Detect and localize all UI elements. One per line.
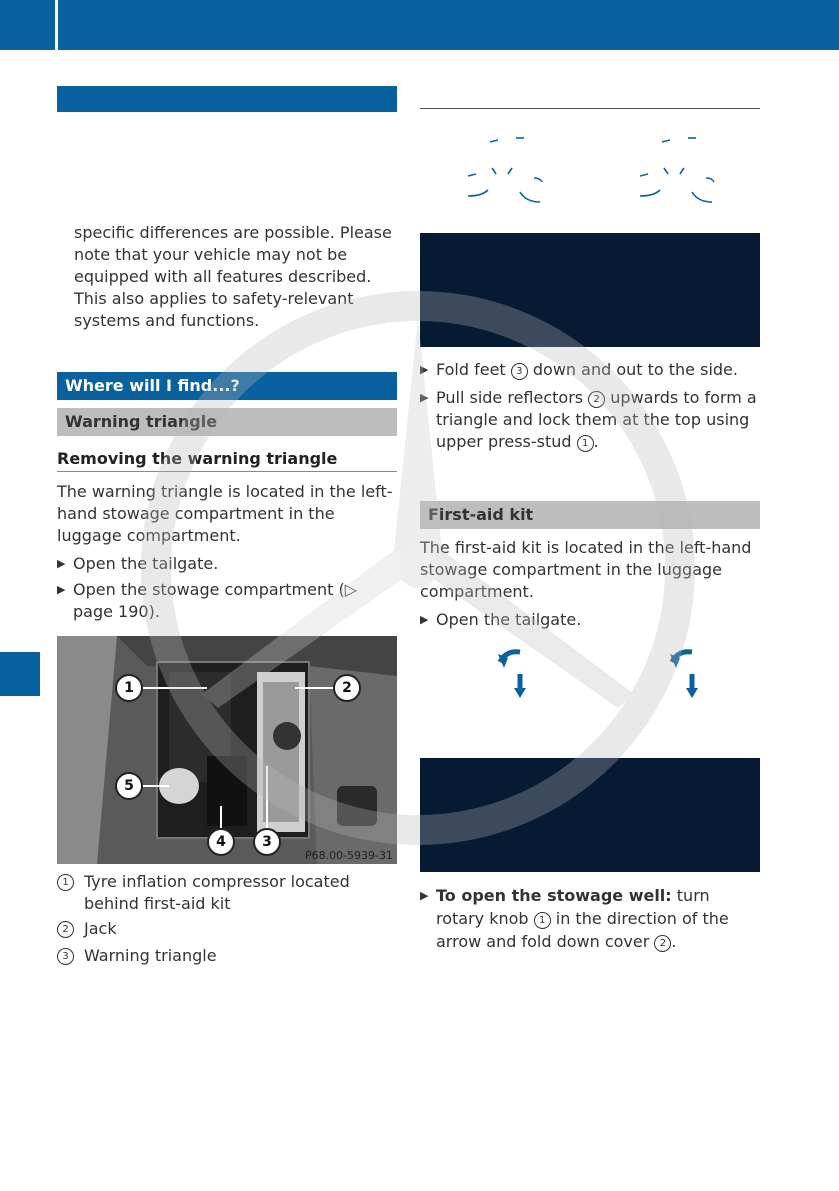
ref-number: 2 <box>654 935 671 952</box>
legend-text: Warning triangle <box>84 946 217 965</box>
reflector-strokes-graphic <box>420 126 760 226</box>
legend-number: 3 <box>57 948 74 965</box>
rotate-arrow-icon-left <box>498 652 526 698</box>
stroke-group-left <box>468 138 542 202</box>
stowage-text-mid: in the direction of the arrow and fold down cover <box>436 909 729 951</box>
callout-1: 1 <box>115 674 143 702</box>
step-open-stowage: ▶ Open the stowage compartment (▷ page 190). <box>57 580 357 621</box>
step2-text-mid: upwards to form a triangle and lock them at the top using upper press-stud <box>436 388 757 451</box>
ref-number: 3 <box>511 363 528 380</box>
step2-text-pre: Pull side reflectors <box>436 388 589 407</box>
section-bar <box>57 86 397 112</box>
bullet-arrow-icon: ▶ <box>420 889 429 902</box>
step-pull-reflectors <box>420 387 760 453</box>
ref-number: 1 <box>577 435 594 452</box>
stowage-text-post: . <box>671 932 677 951</box>
stowage-text-pre: turn rotary knob <box>436 886 710 928</box>
header-tab <box>0 0 58 50</box>
stowage-well-figure <box>420 758 760 872</box>
callout-4: 4 <box>207 828 235 856</box>
legend-text: Tyre inflation compressor located behind first-aid kit <box>84 872 350 913</box>
chapter-tab <box>0 652 40 696</box>
bullet-arrow-icon: ▶ <box>420 391 429 404</box>
rotate-arrow-icon-right <box>670 652 698 698</box>
right-top-rule <box>420 108 760 109</box>
step1-text-post: down and out to the side. <box>527 360 738 379</box>
legend-text: Jack <box>84 919 117 938</box>
bullet-arrow-icon: ▶ <box>57 583 66 596</box>
first-aid-description: The first-aid kit is located in the left-hand stowage compartment in the luggage compartment. <box>420 538 752 601</box>
callout-leader-lines <box>57 636 397 864</box>
warning-triangle-heading <box>57 408 397 436</box>
header-bar <box>0 0 839 50</box>
warning-triangle-description: The warning triangle is located in the left-hand stowage compartment in the luggage compartment. <box>57 482 393 545</box>
legend-number: 1 <box>57 874 74 891</box>
step-open-tailgate: ▶ Open the tailgate. <box>57 554 219 573</box>
step1-text-pre: Fold feet <box>436 360 511 379</box>
intro-text: specific differences are possible. Please note that your vehicle may not be equipped with all features described. This also applies to safety-relevant systems and functions. <box>74 223 392 330</box>
bullet-arrow-icon: ▶ <box>420 363 429 376</box>
legend-item <box>57 871 397 915</box>
callout-2: 2 <box>333 674 361 702</box>
callout-5: 5 <box>115 772 143 800</box>
warning-triangle-figure <box>420 233 760 347</box>
ref-number: 1 <box>534 912 551 929</box>
rotation-arrows-graphic <box>420 644 760 704</box>
subheading-rule <box>57 471 397 472</box>
step-open-stowage-well <box>420 884 760 953</box>
removing-subheading: Removing the warning triangle <box>57 449 338 468</box>
section-heading <box>57 372 397 400</box>
legend-number: 2 <box>57 921 74 938</box>
warning-triangle-heading-text: Warning triangle <box>65 412 218 431</box>
bullet-arrow-icon: ▶ <box>420 613 429 626</box>
photo-code: P68.00-5939-31 <box>304 849 393 862</box>
step-first-aid-open-tailgate: ▶ Open the tailgate. <box>420 610 582 629</box>
legend-item <box>57 945 397 967</box>
step-fold-feet <box>420 359 760 381</box>
section-heading-text: Where will I find...? <box>65 376 240 395</box>
stowage-bold-label: To open the stowage well: <box>436 886 672 905</box>
legend-item <box>57 918 397 940</box>
ref-number: 2 <box>588 391 605 408</box>
step2-text-post: . <box>593 432 599 451</box>
bullet-arrow-icon: ▶ <box>57 557 66 570</box>
stroke-group-right <box>640 138 714 202</box>
first-aid-heading <box>420 501 760 529</box>
callout-3: 3 <box>253 828 281 856</box>
luggage-compartment-photo <box>57 636 397 864</box>
first-aid-heading-text: First-aid kit <box>428 505 534 524</box>
